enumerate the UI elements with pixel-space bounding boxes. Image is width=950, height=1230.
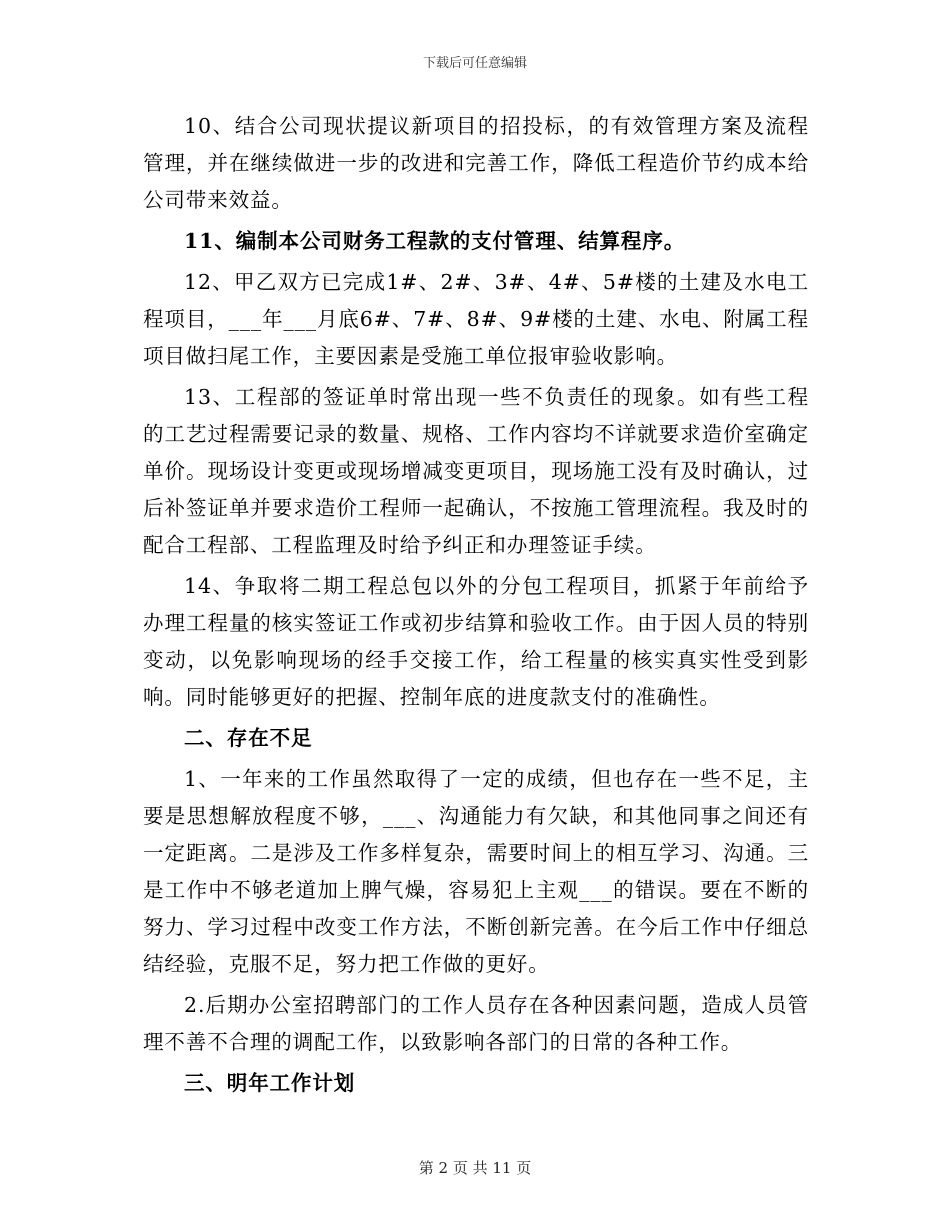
shortcoming-1: 1、一年来的工作虽然取得了一定的成绩，但也存在一些不足，主要是思想解放程度不够，___、沟通能力有欠缺，和其他同事之间还有一定距离。二是涉及工作多样复杂，需要时间上的相互学习、沟通。三是工作中不够老道加上脾气燥，容易犯上主观___的错误。要在不断的努力、学习过程中改变工作方法，不断创新完善。在今后工作中仔细总结经验，克服不足，努力把工作做的更好。 [143,767,809,976]
page-footer: 第 2 页 共 11 页 [418,1159,532,1177]
paragraph-13: 13、工程部的签证单时常出现一些不负责任的现象。如有些工程的工艺过程需要记录的数量、规格、工作内容均不详就要求造价室确定单价。现场设计变更或现场增减变更项目，现场施工没有及时确认，过后补签证单并要求造价工程师一起确认，不按施工管理流程。我及时的配合工程部、工程监理及时给予纠正和办理签证手续。 [143,385,809,557]
paragraph-10: 10、结合公司现状提议新项目的招投标，的有效管理方案及流程管理，并在继续做进一步的改进和完善工作，降低工程造价节约成本给公司带来效益。 [143,114,809,212]
paragraph-11: 11、编制本公司财务工程款的支付管理、结算程序。 [184,229,686,253]
section-heading-next-year-plan: 三、明年工作计划 [184,1071,356,1095]
paragraph-14: 14、争取将二期工程总包以外的分包工程项目，抓紧于年前给予办理工程量的核实签证工作或初步结算和验收工作。由于因人员的特别变动，以免影响现场的经手交接工作，给工程量的核实真实性受到影响。同时能够更好的把握、控制年底的进度款支付的准确性。 [143,574,809,709]
shortcoming-2: 2.后期办公室招聘部门的工作人员存在各种因素问题，造成人员管理不善不合理的调配工作，以致影响各部门的日常的各种工作。 [143,993,809,1054]
section-heading-shortcomings: 二、存在不足 [184,726,313,750]
paragraph-12: 12、甲乙双方已完成1#、2#、3#、4#、5#楼的土建及水电工程项目，___年___月底6#、7#、8#、9#楼的土建、水电、附属工程项目做扫尾工作，主要因素是受施工单位报审验收影响。 [143,270,809,368]
document-body [143,108,809,1106]
page-header: 下载后可任意编辑 [422,56,527,71]
